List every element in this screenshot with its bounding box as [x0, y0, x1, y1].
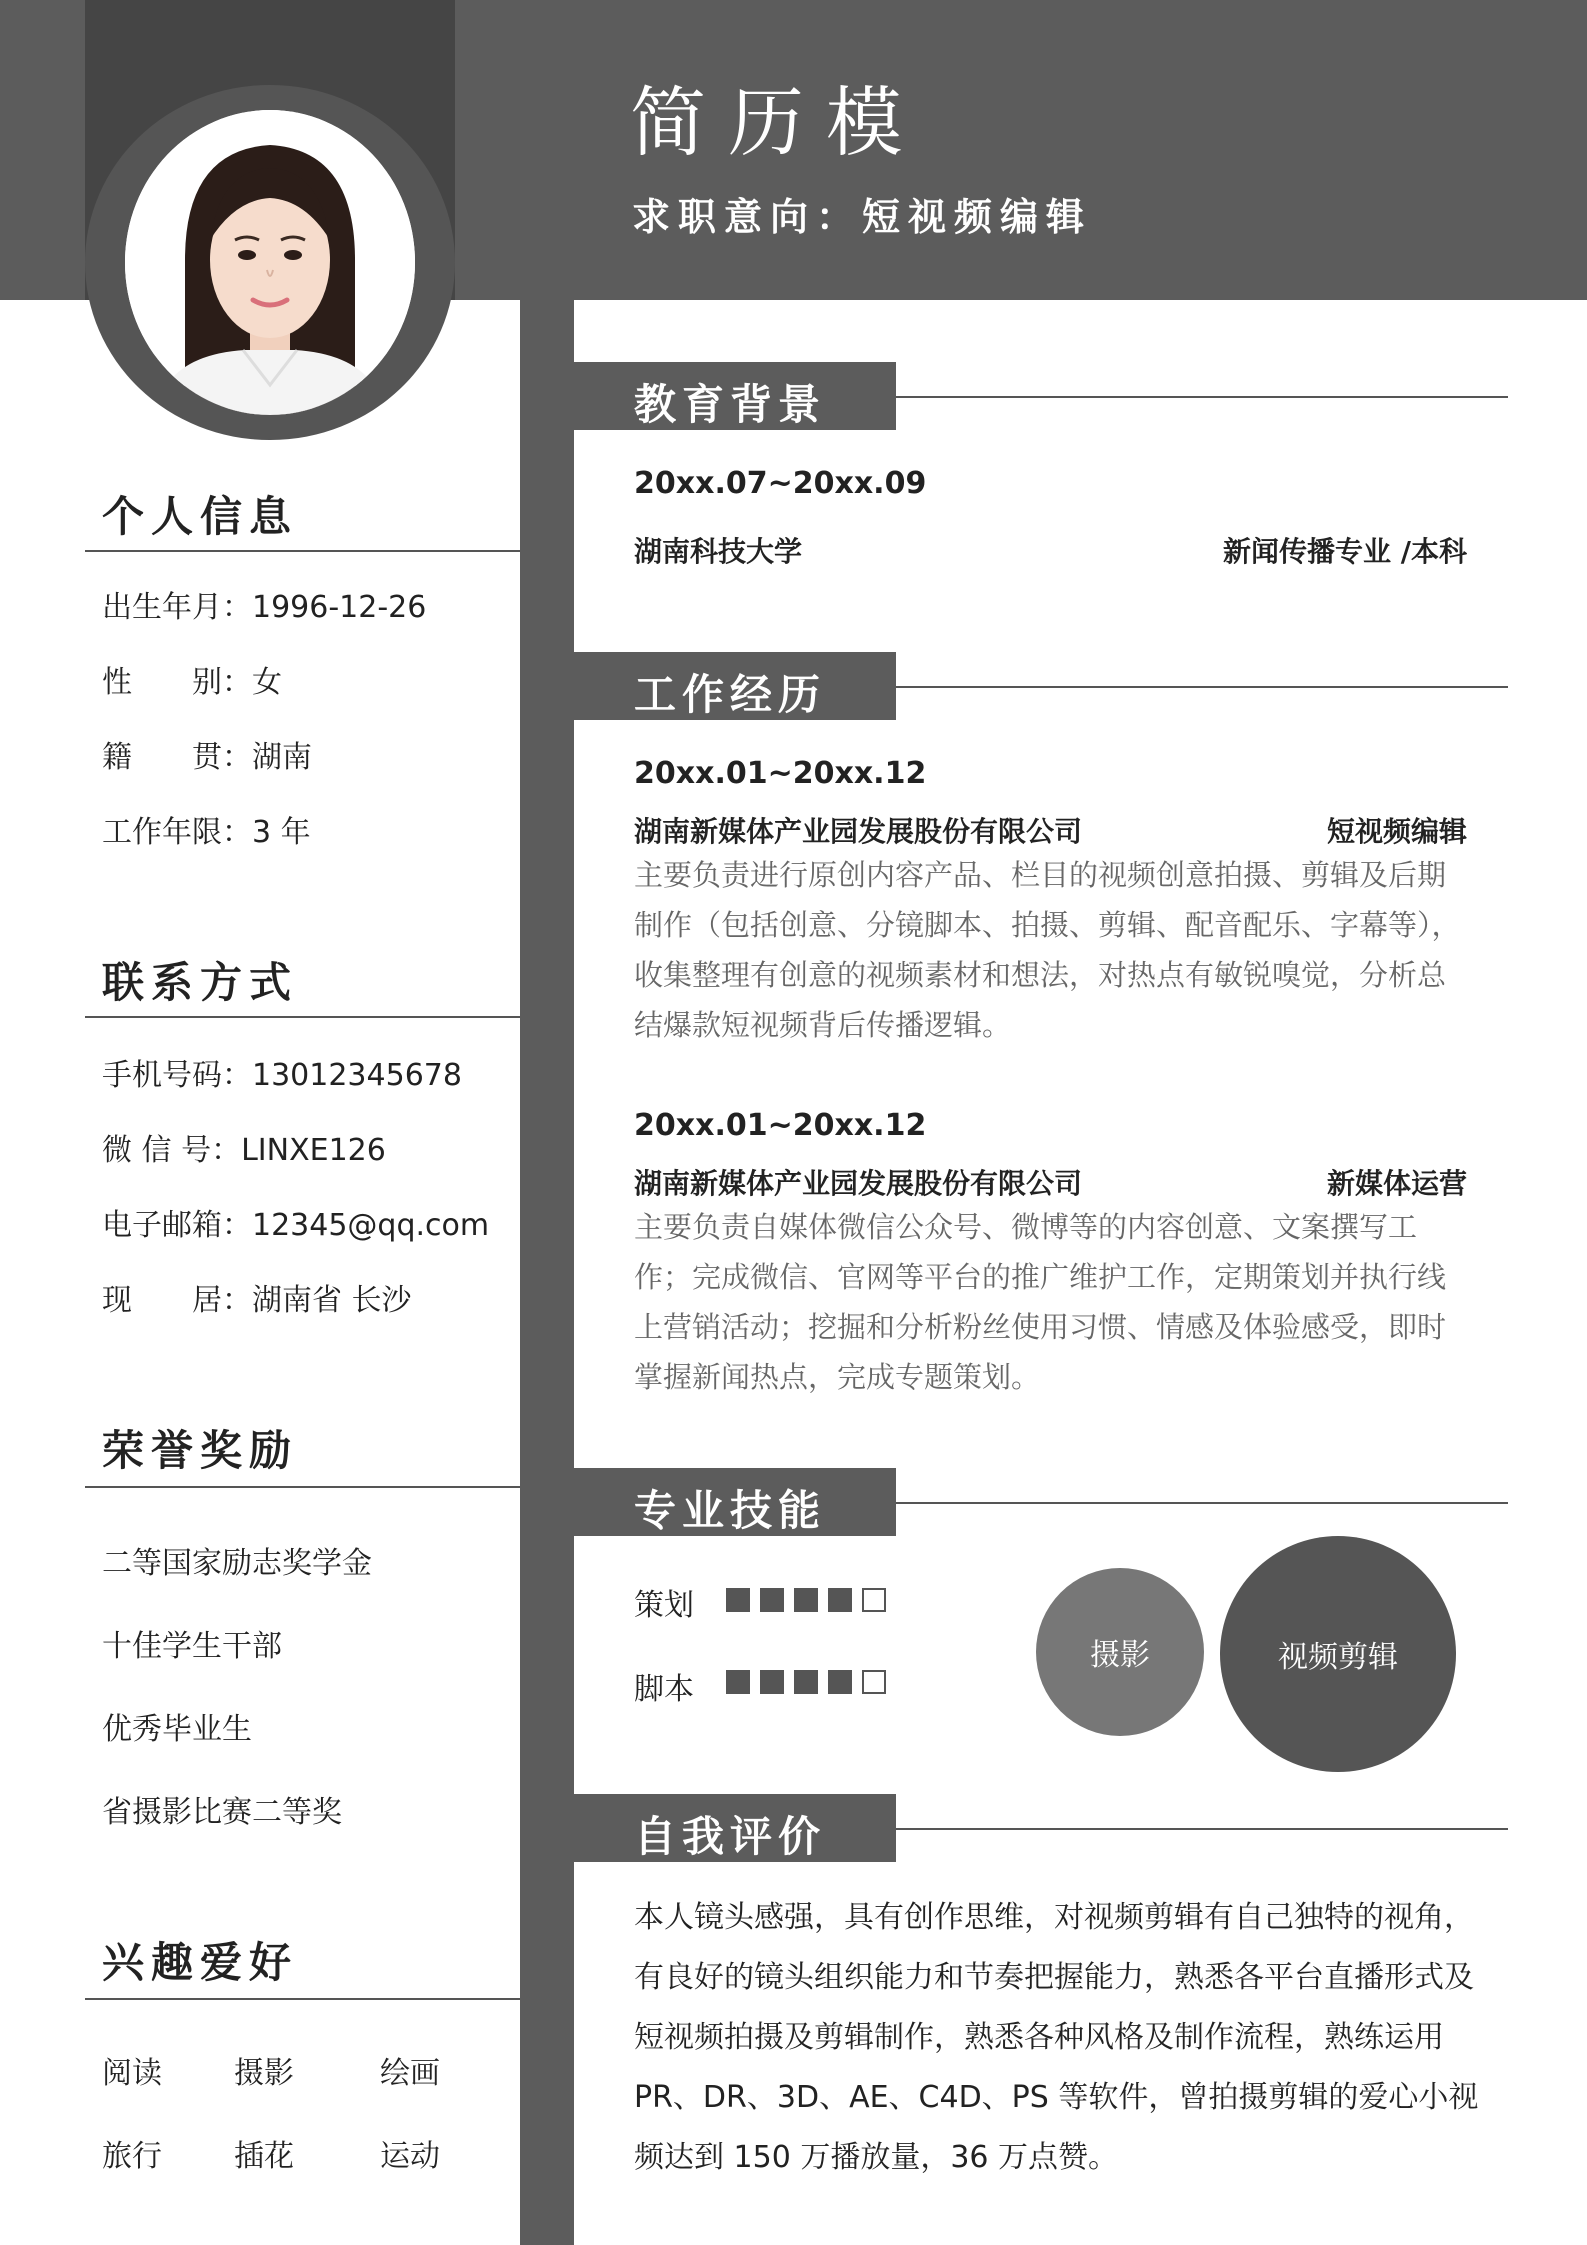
school-name: 湖南科技大学: [634, 535, 803, 568]
skills-rule: [896, 1502, 1508, 1504]
education-heading: 教育背景: [634, 380, 827, 429]
self-eval-text: 本人镜头感强，具有创作思维，对视频剪辑有自己独特的视角，有良好的镜头组织能力和节奏把握能力，熟悉各平台直播形式及短视频拍摄及剪辑制作，熟悉各种风格及制作流程，熟练运用 PR、DR、3D、AE、C4D、PS 等软件，曾拍摄剪辑的爱心小视频达到 150 万播放量，36 万点赞。: [634, 1900, 1479, 2175]
wechat-value: LINXE126: [241, 1133, 386, 1168]
job-description: 主要负责进行原创内容产品、栏目的视频创意拍摄、剪辑及后期制作（包括创意、分镜脚本、拍摄、剪辑、配音配乐、字幕等），收集整理有创意的视频素材和想法，对热点有敏锐嗅觉，分析总结爆款短视频背后传播逻辑。: [634, 858, 1461, 1042]
hobby-item: 阅读: [102, 2056, 162, 2091]
skill-square-empty: [862, 1588, 886, 1612]
job-role: 新媒体运营: [1326, 1167, 1467, 1200]
work-tab: [574, 652, 896, 720]
honor-item: 二等国家励志奖学金: [102, 1546, 372, 1581]
residence-value: 湖南省 长沙: [252, 1283, 412, 1318]
self-eval-rule: [896, 1828, 1508, 1830]
job-role: 短视频编辑: [1326, 815, 1467, 848]
honor-item: 十佳学生干部: [102, 1629, 282, 1664]
honors-heading: 荣誉奖励: [102, 1426, 299, 1475]
job-company: 湖南新媒体产业园发展股份有限公司: [634, 815, 1083, 848]
hobby-item: 运动: [380, 2139, 440, 2174]
gender-row: [102, 657, 282, 701]
skill-square-filled: [760, 1670, 784, 1694]
page-title: 简历模: [630, 78, 924, 167]
skills-tab: [574, 1468, 896, 1536]
work-years-label: 工作年限：: [102, 815, 252, 850]
honors-rule: [85, 1486, 520, 1488]
contact-rule: [85, 1016, 520, 1018]
self-eval-heading: 自我评价: [634, 1812, 827, 1861]
skill-level-bar: [726, 1670, 886, 1694]
skill-label: 脚本: [634, 1672, 694, 1707]
origin-value: 湖南: [252, 740, 312, 775]
residence-row: [102, 1275, 412, 1319]
skills-heading: 专业技能: [634, 1486, 827, 1535]
education-date: 20xx.07~20xx.09: [634, 466, 927, 501]
skill-square-filled: [760, 1588, 784, 1612]
portrait-illustration: [125, 110, 415, 415]
work-rule: [896, 686, 1508, 688]
self-eval-tab: [574, 1794, 896, 1862]
profile-photo: [125, 110, 415, 415]
hobby-item: 插花: [234, 2139, 294, 2174]
work-years-value: 3 年: [252, 815, 311, 850]
contact-heading: 联系方式: [102, 958, 299, 1007]
job-description: 主要负责自媒体微信公众号、微博等的内容创意、文案撰写工作；完成微信、官网等平台的推广维护工作，定期策划并执行线上营销活动；挖掘和分析粉丝使用习惯、情感及体验感受，即时掌握新闻热点，完成专题策划。: [634, 1210, 1447, 1394]
skill-square-filled: [726, 1588, 750, 1612]
birth-row: [102, 582, 426, 626]
skill-square-filled: [726, 1670, 750, 1694]
gender-label: 性 别：: [102, 665, 252, 700]
work-heading: 工作经历: [634, 670, 827, 719]
personal-info-rule: [85, 550, 520, 552]
center-spine: [520, 300, 574, 2245]
wechat-label: 微 信 号：: [102, 1133, 242, 1168]
honor-item: 优秀毕业生: [102, 1712, 252, 1747]
email-label: 电子邮箱：: [102, 1208, 252, 1243]
hobbies-heading: 兴趣爱好: [102, 1938, 299, 1987]
job-objective: 求职意向：短视频编辑: [632, 195, 1093, 239]
job-date: 20xx.01~20xx.12: [634, 756, 927, 791]
birth-value: 1996-12-26: [252, 590, 427, 625]
skill-square-filled: [794, 1588, 818, 1612]
skill-square-filled: [828, 1588, 852, 1612]
wechat-row: [102, 1125, 386, 1169]
phone-label: 手机号码：: [102, 1058, 252, 1093]
hobbies-rule: [85, 1998, 520, 2000]
personal-info-heading: 个人信息: [102, 492, 299, 541]
education-tab: [574, 362, 896, 430]
gender-value: 女: [252, 665, 282, 700]
email-row: [102, 1200, 489, 1244]
skill-bubble: 视频剪辑: [1220, 1536, 1456, 1772]
origin-row: [102, 732, 312, 776]
residence-label: 现 居：: [102, 1283, 252, 1318]
hobby-item: 旅行: [102, 2139, 162, 2174]
skill-level-bar: [726, 1588, 886, 1612]
hobby-item: 绘画: [380, 2056, 440, 2091]
honor-item: 省摄影比赛二等奖: [102, 1795, 342, 1830]
origin-label: 籍 贯：: [102, 740, 252, 775]
job-company: 湖南新媒体产业园发展股份有限公司: [634, 1167, 1083, 1200]
education-rule: [896, 396, 1508, 398]
birth-label: 出生年月：: [102, 590, 252, 625]
skill-square-filled: [828, 1670, 852, 1694]
work-years-row: [102, 807, 311, 851]
skill-square-filled: [794, 1670, 818, 1694]
job-date: 20xx.01~20xx.12: [634, 1108, 927, 1143]
hobby-item: 摄影: [234, 2056, 294, 2091]
skill-bubble: 摄影: [1036, 1568, 1204, 1736]
skill-label: 策划: [634, 1588, 694, 1623]
email-value: 12345@qq.com: [252, 1208, 490, 1243]
skill-square-empty: [862, 1670, 886, 1694]
phone-value: 13012345678: [252, 1058, 462, 1093]
photo-frame: [85, 85, 455, 440]
major-degree: 新闻传播专业 /本科: [1223, 535, 1467, 568]
phone-row: [102, 1050, 462, 1094]
